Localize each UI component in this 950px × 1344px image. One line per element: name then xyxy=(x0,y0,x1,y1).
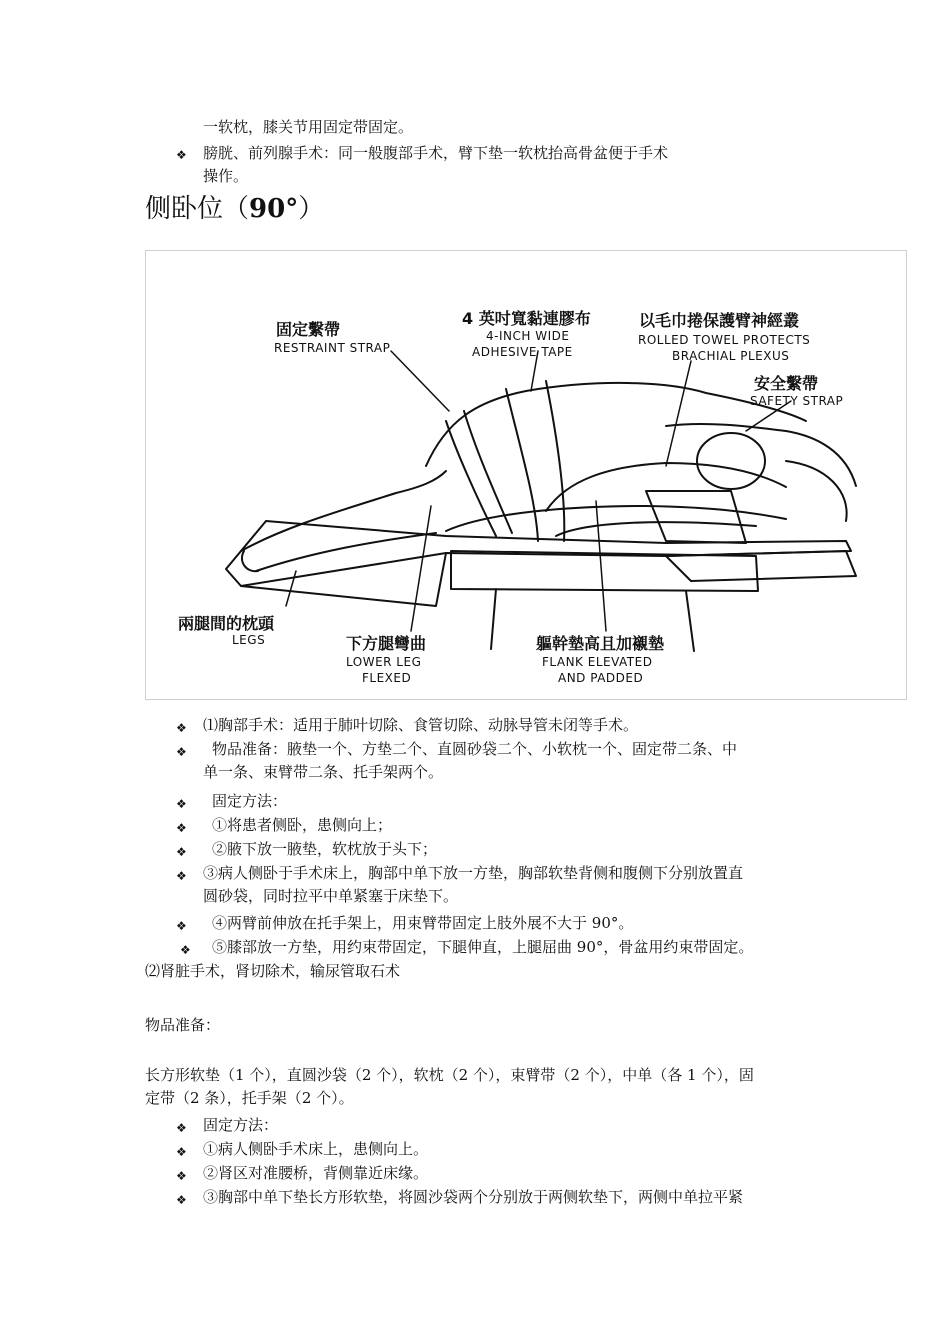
label-safety-zh: 安全繫帶 xyxy=(754,374,819,393)
flank-pad-lower xyxy=(556,522,756,536)
label-legs-zh: 兩腿間的枕頭 xyxy=(178,614,275,633)
label-towel-en2: BRACHIAL PLEXUS xyxy=(672,349,790,363)
label-flank-en2: AND PADDED xyxy=(558,671,644,685)
prep-text-cont: 定带（2 条），托手架（2 个）。 xyxy=(145,1089,354,1107)
list-item-cont: 单一条、束臂带二条、托手架两个。 xyxy=(203,763,444,781)
feet xyxy=(242,551,258,571)
list-item: ⑤膝部放一方垫，用约束带固定，下腿伸直，上腿屈曲 90°，骨盆用约束带固定。 xyxy=(212,938,754,956)
label-tape-zh: 4 英吋寬黏連膠布 xyxy=(462,309,591,328)
list-item: ②腋下放一腋垫，软枕放于头下； xyxy=(212,840,438,858)
heading-suffix: ） xyxy=(298,194,325,224)
list-item: 物品准备：腋垫一个、方垫二个、直圆砂袋二个、小软枕一个、固定带二条、中 xyxy=(212,740,738,758)
label-restraint-en: RESTRAINT STRAP xyxy=(274,341,391,355)
lateral-position-figure xyxy=(145,250,907,700)
bullet-icon: ❖ xyxy=(176,869,187,883)
bullet-icon: ❖ xyxy=(180,943,191,957)
list-item: 固定方法： xyxy=(203,1116,279,1134)
list-item: ②肾区对准腰桥，背侧靠近床缘。 xyxy=(203,1164,429,1182)
label-flank-en1: FLANK ELEVATED xyxy=(542,655,653,669)
torso-bottom xyxy=(446,506,786,531)
bullet-icon: ❖ xyxy=(176,1193,187,1207)
text-line: 操作。 xyxy=(203,167,249,185)
bullet-icon: ❖ xyxy=(176,1169,187,1183)
upper-leg xyxy=(241,471,446,551)
prep-text: 长方形软垫（1 个），直圆沙袋（2 个），软枕（2 个），束臂带（2 个），中单（各 1 个），固 xyxy=(145,1066,754,1084)
bullet-icon: ❖ xyxy=(176,797,187,811)
heading-prefix: 侧卧位（ xyxy=(145,194,250,224)
label-lower-en2: FLEXED xyxy=(362,671,412,685)
label-lower-en1: LOWER LEG xyxy=(346,655,422,669)
text-line: 膀胱、前列腺手术：同一般腹部手术，臂下垫一软枕抬高骨盆便于手术 xyxy=(203,144,669,162)
label-tape-en1: 4-INCH WIDE xyxy=(486,329,570,343)
label-towel-zh: 以毛巾捲保護臂神經叢 xyxy=(639,311,800,330)
pillow xyxy=(786,461,847,521)
section-heading xyxy=(145,188,324,225)
list-item: ④两臂前伸放在托手架上，用束臂带固定上肢外展不大于 90°。 xyxy=(212,914,634,932)
restraint-strap xyxy=(446,411,512,536)
bullet-icon: ❖ xyxy=(176,821,187,835)
bullet-icon: ❖ xyxy=(176,721,187,735)
tape-band xyxy=(506,381,564,541)
bullet-icon: ❖ xyxy=(176,1145,187,1159)
table-base xyxy=(451,551,758,591)
table-right-section xyxy=(666,551,856,581)
label-towel-en1: ROLLED TOWEL PROTECTS xyxy=(638,333,811,347)
bullet-icon: ❖ xyxy=(176,919,187,933)
bullet-icon: ❖ xyxy=(176,845,187,859)
label-safety-en: SAFETY STRAP xyxy=(750,394,844,408)
prep-title: 物品准备： xyxy=(145,1016,221,1034)
mattress-edge xyxy=(241,553,446,606)
arm-board xyxy=(646,491,746,543)
list-item: 固定方法： xyxy=(212,792,288,810)
lower-leg xyxy=(256,533,436,571)
head xyxy=(697,433,765,489)
section-title: ⑵肾脏手术，肾切除术，输尿管取石术 xyxy=(145,962,401,980)
text-line: 一软枕，膝关节用固定带固定。 xyxy=(203,118,414,136)
heading-number: 90° xyxy=(249,194,299,224)
torso-top xyxy=(426,383,806,466)
label-legs-en: LEGS xyxy=(232,633,266,647)
list-item: ①病人侧卧手术床上，患侧向上。 xyxy=(203,1140,429,1158)
list-item: ③病人侧卧于手术床上，胸部中单下放一方垫，胸部软垫背侧和腹侧下分别放置直 xyxy=(203,864,744,882)
bullet-icon: ❖ xyxy=(176,1121,187,1135)
label-tape-en2: ADHESIVE TAPE xyxy=(472,345,573,359)
flank-pad xyxy=(546,463,786,511)
label-flank-zh: 軀幹墊高且加襯墊 xyxy=(536,634,665,653)
list-item: ⑴胸部手术：适用于肺叶切除、食管切除、动脉导管未闭等手术。 xyxy=(203,716,639,734)
bullet-icon: ❖ xyxy=(176,148,187,162)
list-item-cont: 圆砂袋，同时拉平中单紧塞于床垫下。 xyxy=(203,887,459,905)
label-restraint-zh: 固定繫帶 xyxy=(276,320,341,339)
label-lower-zh: 下方腿彎曲 xyxy=(346,634,427,653)
list-item: ③胸部中单下垫长方形软垫，将圆沙袋两个分别放于两侧软垫下，两侧中单拉平紧 xyxy=(203,1188,744,1206)
list-item: ①将患者侧卧，患侧向上； xyxy=(212,816,393,834)
bullet-icon: ❖ xyxy=(176,745,187,759)
